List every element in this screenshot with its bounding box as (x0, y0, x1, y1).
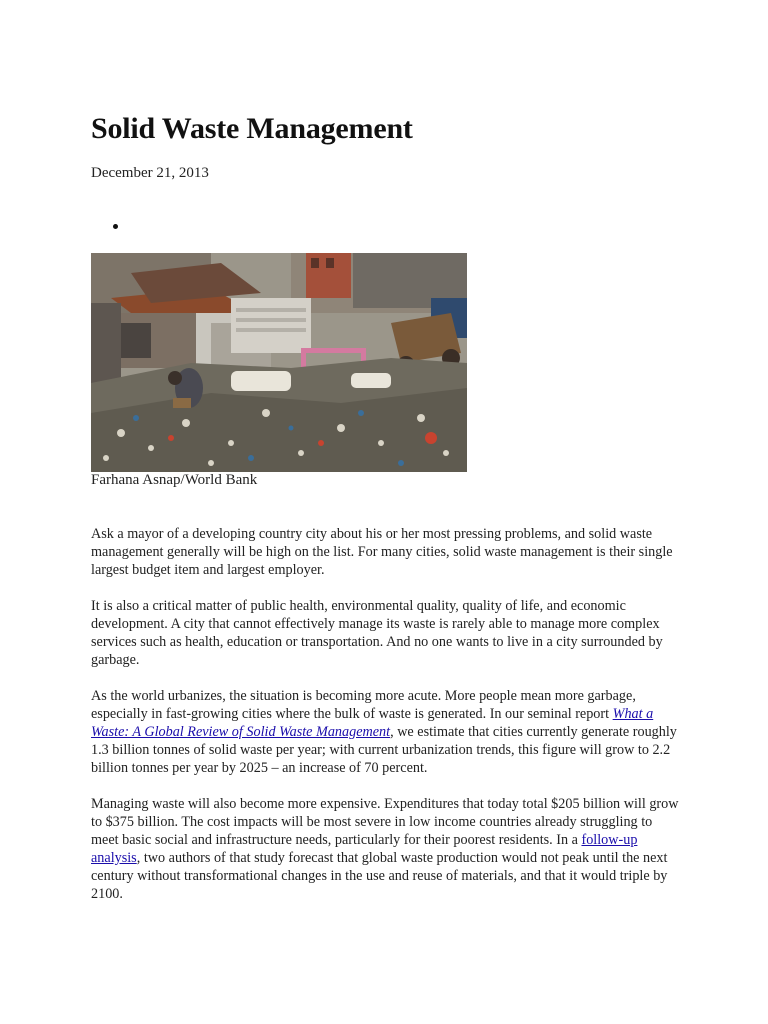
waste-site-illustration (91, 253, 467, 472)
article-body (91, 525, 681, 921)
paragraph-4-text-a: Managing waste will also become more expensive. Expenditures that today total $205 billion will grow to $375 billion. The cost impacts will be most severe in low income countries already struggling to meet basic social and infrastructure needs, particularly for their poorest residents. In a (91, 796, 679, 848)
list-bullet (113, 224, 118, 229)
paragraph-3-text-b: , we estimate that cities currently generate roughly 1.3 billion tonnes of solid waste per year; with current urbanization trends, this figure will grow to 2.2 billion tonnes per year by 2025 – an increase of 70 percent. (91, 724, 677, 776)
follow-up-analysis-link[interactable]: follow-up analysis (91, 832, 638, 866)
what-a-waste-report-link[interactable]: What a Waste: A Global Review of Solid Waste Management (91, 706, 654, 740)
paragraph-4 (91, 795, 681, 903)
paragraph-2: It is also a critical matter of public health, environmental quality, quality of life, and economic development. A city that cannot effectively manage its waste is rarely able to manage more complex services such as health, education or transportation. And no one wants to live in a city surrounded by garbage. (91, 598, 663, 668)
paragraph-4-text-b: , two authors of that study forecast that global waste production would not peak until the next century without transformational changes in the use and reuse of materials, and that it would triple by 2100. (91, 850, 668, 902)
photo-caption: Farhana Asnap/World Bank (91, 472, 258, 488)
article-title: Solid Waste Management (91, 112, 413, 145)
paragraph-3 (91, 687, 681, 777)
paragraph-3-text-a: As the world urbanizes, the situation is becoming more acute. More people mean more garbage, especially in fast-growing cities where the bulk of waste is generated. In our seminal report (91, 688, 636, 722)
article-date: December 21, 2013 (91, 165, 209, 181)
article-photo (91, 253, 467, 472)
paragraph-1: Ask a mayor of a developing country city about his or her most pressing problems, and solid waste management generally will be high on the list. For many cities, solid waste management is their single largest budget item and largest employer. (91, 526, 673, 578)
